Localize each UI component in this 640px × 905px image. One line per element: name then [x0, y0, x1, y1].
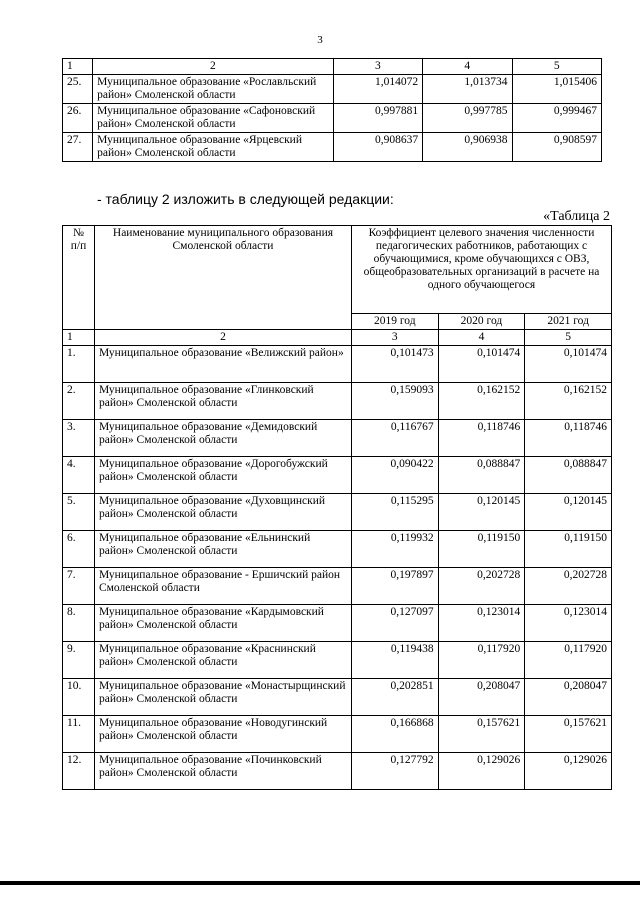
row-value: 1,014072	[333, 75, 422, 104]
year-cell: 2020 год	[438, 314, 525, 330]
row-value: 0,159093	[351, 383, 438, 420]
row-value: 0,197897	[351, 568, 438, 605]
row-number: 9.	[63, 642, 95, 679]
row-value: 0,101473	[351, 346, 438, 383]
row-number: 7.	[63, 568, 95, 605]
row-number: 27.	[63, 133, 93, 162]
row-value: 0,118746	[438, 420, 525, 457]
row-value: 0,157621	[438, 716, 525, 753]
row-number: 11.	[63, 716, 95, 753]
table-numbering-row	[63, 330, 612, 346]
row-value: 1,013734	[423, 75, 512, 104]
row-value: 0,906938	[423, 133, 512, 162]
numbering-cell: 5	[525, 330, 612, 346]
numbering-cell: 1	[63, 330, 95, 346]
header-cell: 4	[423, 59, 512, 75]
table-row	[63, 420, 612, 457]
row-value: 0,088847	[525, 457, 612, 494]
row-number: 4.	[63, 457, 95, 494]
row-number: 8.	[63, 605, 95, 642]
row-value: 0,116767	[351, 420, 438, 457]
row-value: 0,997881	[333, 104, 422, 133]
table-row	[63, 494, 612, 531]
row-value: 0,162152	[438, 383, 525, 420]
row-name: Муниципальное образование «Кардымовский район» Смоленской области	[94, 605, 351, 642]
row-number: 1.	[63, 346, 95, 383]
table-1-continuation	[62, 58, 602, 162]
table-row	[63, 104, 602, 133]
row-value: 0,166868	[351, 716, 438, 753]
row-value: 0,117920	[438, 642, 525, 679]
header-number: № п/п	[63, 226, 95, 330]
header-name: Наименование муниципального образования Смоленской области	[94, 226, 351, 330]
header-coefficient: Коэффициент целевого значения численности педагогических работников, работающих с обучающимися, кроме обучающихся с ОВЗ, общеобразовательных организаций в расчете на одного обучающегося	[351, 226, 611, 314]
row-value: 0,120145	[438, 494, 525, 531]
header-cell: 2	[93, 59, 333, 75]
row-name: Муниципальное образование «Духовщинский район» Смоленской области	[94, 494, 351, 531]
row-name: Муниципальное образование «Демидовский район» Смоленской области	[94, 420, 351, 457]
row-value: 0,119932	[351, 531, 438, 568]
row-number: 25.	[63, 75, 93, 104]
row-value: 0,129026	[438, 753, 525, 790]
row-name: Муниципальное образование «Ельнинский район» Смоленской области	[94, 531, 351, 568]
row-value: 0,157621	[525, 716, 612, 753]
row-value: 0,999467	[512, 104, 601, 133]
row-name: Муниципальное образование «Новодугинский район» Смоленской области	[94, 716, 351, 753]
numbering-cell: 2	[94, 330, 351, 346]
table-header-row	[63, 59, 602, 75]
header-cell: 3	[333, 59, 422, 75]
table-header-row	[63, 226, 612, 314]
row-number: 10.	[63, 679, 95, 716]
row-value: 0,908597	[512, 133, 601, 162]
page-number: 3	[317, 34, 323, 46]
row-name: Муниципальное образование «Рославльский район» Смоленской области	[93, 75, 333, 104]
row-value: 0,088847	[438, 457, 525, 494]
table-row	[63, 133, 602, 162]
row-value: 0,119150	[438, 531, 525, 568]
row-value: 0,908637	[333, 133, 422, 162]
table-row	[63, 753, 612, 790]
row-value: 0,208047	[438, 679, 525, 716]
row-name: Муниципальное образование «Велижский район»	[94, 346, 351, 383]
row-value: 0,115295	[351, 494, 438, 531]
table-row	[63, 642, 612, 679]
row-value: 0,997785	[423, 104, 512, 133]
row-value: 0,162152	[525, 383, 612, 420]
numbering-cell: 3	[351, 330, 438, 346]
row-value: 0,202728	[525, 568, 612, 605]
row-value: 0,123014	[438, 605, 525, 642]
row-value: 0,127792	[351, 753, 438, 790]
intro-text: - таблицу 2 изложить в следующей редакции:	[97, 191, 394, 207]
table-row	[63, 605, 612, 642]
row-value: 0,090422	[351, 457, 438, 494]
bottom-border-bar	[0, 881, 640, 885]
row-value: 0,118746	[525, 420, 612, 457]
row-value: 1,015406	[512, 75, 601, 104]
row-number: 26.	[63, 104, 93, 133]
row-name: Муниципальное образование «Монастырщинский район» Смоленской области	[94, 679, 351, 716]
table-row	[63, 716, 612, 753]
row-name: Муниципальное образование «Краснинский район» Смоленской области	[94, 642, 351, 679]
table-2	[62, 225, 612, 790]
year-cell: 2021 год	[525, 314, 612, 330]
row-name: Муниципальное образование «Починковский район» Смоленской области	[94, 753, 351, 790]
row-name: Муниципальное образование «Глинковский район» Смоленской области	[94, 383, 351, 420]
row-name: Муниципальное образование «Дорогобужский район» Смоленской области	[94, 457, 351, 494]
row-value: 0,123014	[525, 605, 612, 642]
table-row	[63, 568, 612, 605]
row-value: 0,101474	[438, 346, 525, 383]
row-number: 12.	[63, 753, 95, 790]
year-cell: 2019 год	[351, 314, 438, 330]
table-row	[63, 75, 602, 104]
row-number: 5.	[63, 494, 95, 531]
table-caption: «Таблица 2	[543, 209, 610, 224]
row-value: 0,202728	[438, 568, 525, 605]
row-value: 0,120145	[525, 494, 612, 531]
header-cell: 1	[63, 59, 93, 75]
row-value: 0,129026	[525, 753, 612, 790]
row-value: 0,208047	[525, 679, 612, 716]
table-row	[63, 383, 612, 420]
row-value: 0,202851	[351, 679, 438, 716]
row-value: 0,117920	[525, 642, 612, 679]
table-row	[63, 346, 612, 383]
row-value: 0,119150	[525, 531, 612, 568]
row-number: 6.	[63, 531, 95, 568]
row-number: 3.	[63, 420, 95, 457]
row-value: 0,101474	[525, 346, 612, 383]
row-name: Муниципальное образование «Сафоновский район» Смоленской области	[93, 104, 333, 133]
table-row	[63, 679, 612, 716]
table-row	[63, 457, 612, 494]
row-number: 2.	[63, 383, 95, 420]
header-cell: 5	[512, 59, 601, 75]
row-name: Муниципальное образование - Ершичский район Смоленской области	[94, 568, 351, 605]
row-value: 0,127097	[351, 605, 438, 642]
table-row	[63, 531, 612, 568]
row-name: Муниципальное образование «Ярцевский район» Смоленской области	[93, 133, 333, 162]
numbering-cell: 4	[438, 330, 525, 346]
row-value: 0,119438	[351, 642, 438, 679]
